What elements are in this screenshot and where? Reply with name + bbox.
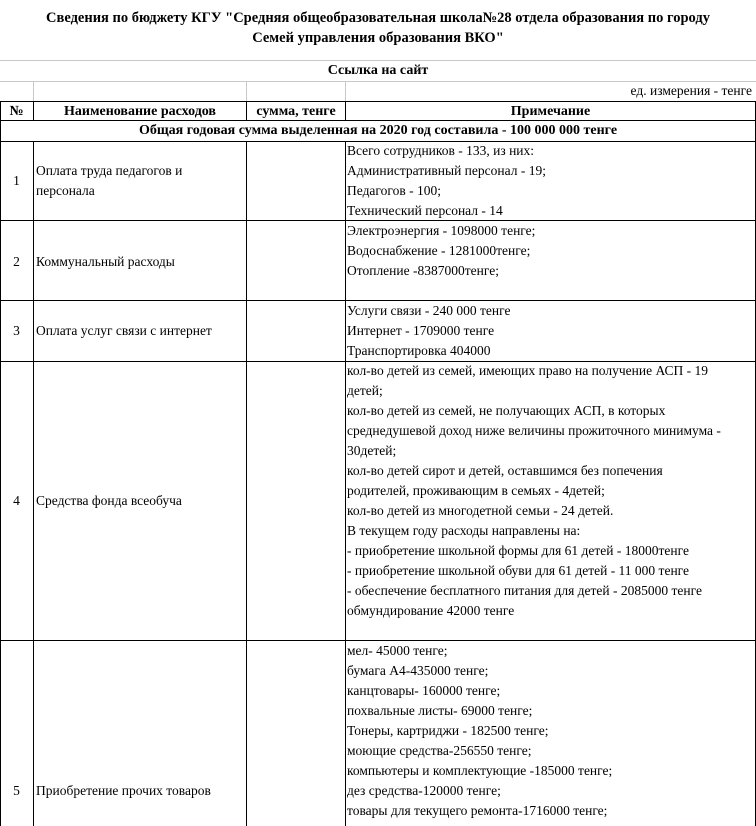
note-line: Водоснабжение - 1281000тенге; <box>347 243 531 258</box>
note-line: похвальные листы- 69000 тенге; <box>347 703 533 718</box>
note-line: мел- 45000 тенге; <box>347 643 448 658</box>
note-line: Тонеры, картриджи - 182500 тенге; <box>347 723 549 738</box>
note-line: обмундирование 42000 тенге <box>347 603 515 618</box>
note-line: 30детей; <box>347 443 397 458</box>
row-3-name-line: Оплата услуг связи с интернет <box>36 323 212 338</box>
note-line: Услуги связи - 240 000 тенге <box>347 303 511 318</box>
row-5-name-line: Приобретение прочих товаров <box>36 783 211 798</box>
note-line: В текущем году расходы направлены на: <box>347 523 581 538</box>
note-line: Административный персонал - 19; <box>347 163 546 178</box>
row-2-num: 2 <box>13 254 20 269</box>
note-line: - приобретение школьной формы для 61 детей - 18000тенге <box>347 543 689 558</box>
note-line: кол-во детей сирот и детей, оставшимся без попечения <box>347 463 663 478</box>
row-3-num: 3 <box>13 323 20 338</box>
note-line: дез средства-120000 тенге; <box>347 783 501 798</box>
header-num: № <box>9 104 24 119</box>
note-line: компьютеры и комплектующие -185000 тенге; <box>347 763 613 778</box>
grid-line <box>345 81 346 101</box>
row-1-name-line: Оплата труда педагогов и <box>36 163 183 178</box>
note-line: - обеспечение бесплатного питания для детей - 2085000 тенге <box>347 583 702 598</box>
note-line: моющие средства-256550 тенге; <box>347 743 532 758</box>
row-1-notes <box>347 141 755 221</box>
table-border <box>246 141 247 826</box>
title-line-1: Сведения по бюджету КГУ "Средняя общеобразовательная школа№28 отдела образования по городу <box>46 10 710 26</box>
row-2-notes <box>347 221 755 281</box>
row-1-name <box>36 161 244 201</box>
row-3-name <box>36 321 244 341</box>
row-5-name <box>36 781 244 801</box>
unit-label: ед. измерения - тенге <box>630 83 752 98</box>
note-line: бумага А4-435000 тенге; <box>347 663 489 678</box>
title-line-2: Семей управления образования ВКО" <box>252 30 504 46</box>
row-5-notes <box>347 641 755 821</box>
note-line: родителей, проживающим в семьях - 4детей; <box>347 483 605 498</box>
grid-line <box>246 81 247 101</box>
row-3-notes <box>347 301 755 361</box>
note-line: Всего сотрудников - 133, из них: <box>347 143 535 158</box>
row-4-notes <box>347 361 755 621</box>
row-1-num: 1 <box>13 173 20 188</box>
note-line: кол-во детей из семей, имеющих право на получение АСП - 19 <box>347 363 709 378</box>
row-4-num: 4 <box>13 493 20 508</box>
grid-line <box>33 81 34 101</box>
site-link[interactable]: Ссылка на сайт <box>327 63 429 78</box>
note-line: - приобретение школьной обуви для 61 детей - 11 000 тенге <box>347 563 690 578</box>
grid-line <box>0 60 756 61</box>
table-border <box>0 101 1 826</box>
summary-row: Общая годовая сумма выделенная на 2020 год составила - 100 000 000 тенге <box>138 123 618 138</box>
note-line: Технический персонал - 14 <box>347 203 503 218</box>
note-line: канцтовары- 160000 тенге; <box>347 683 501 698</box>
note-line: детей; <box>347 383 383 398</box>
table-border <box>345 141 346 826</box>
note-line: кол-во детей из семей, не получающих АСП, в которых <box>347 403 666 418</box>
row-5-num: 5 <box>13 783 20 798</box>
note-line: Педагогов - 100; <box>347 183 441 198</box>
row-2-name-line: Коммунальный расходы <box>36 254 175 269</box>
document-title <box>0 8 756 48</box>
row-1-name-line: персонала <box>36 183 95 198</box>
note-line: среднедушевой доход ниже величины прожиточного минимума - <box>347 423 721 438</box>
note-line: Транспортировка 404000 <box>347 343 491 358</box>
note-line: кол-во детей из многодетной семьи - 24 детей. <box>347 503 614 518</box>
header-sum: сумма, тенге <box>256 104 336 119</box>
row-4-name-line: Средства фонда всеобуча <box>36 493 182 508</box>
header-note: Примечание <box>510 104 591 119</box>
table-border <box>33 141 34 826</box>
note-line: товары для текущего ремонта-1716000 тенге; <box>347 803 608 818</box>
row-4-name <box>36 491 244 511</box>
note-line: Электроэнергия - 1098000 тенге; <box>347 223 536 238</box>
row-2-name <box>36 252 244 272</box>
note-line: Интернет - 1709000 тенге <box>347 323 495 338</box>
note-line: Отопление -8387000тенге; <box>347 263 499 278</box>
table-border <box>0 101 756 102</box>
header-name: Наименование расходов <box>63 104 216 119</box>
